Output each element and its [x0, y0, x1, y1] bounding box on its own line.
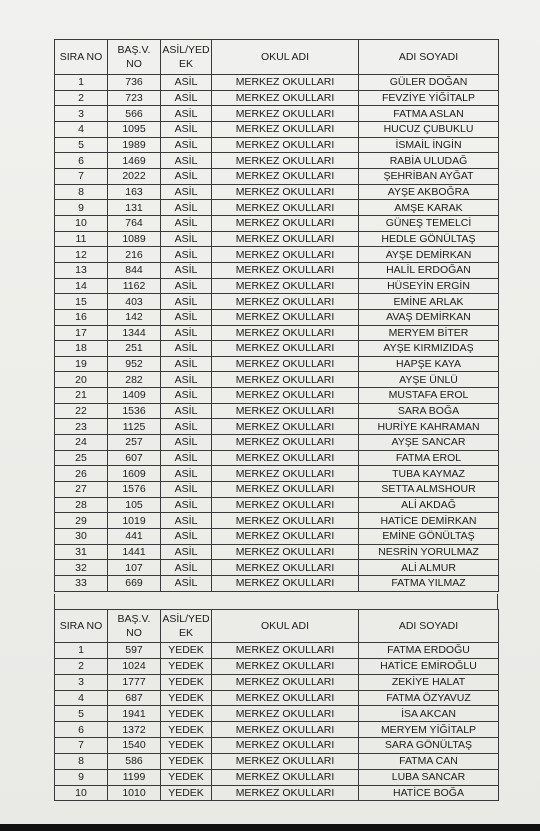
- cell-asil-yedek: YEDEK: [161, 706, 212, 722]
- header-bas-v-no: BAŞ.V. NO: [108, 40, 161, 75]
- cell-adi-soyadi: HEDLE GÖNÜLTAŞ: [359, 231, 499, 247]
- header-okul-adi: OKUL ADI: [212, 610, 359, 643]
- cell-asil-yedek: ASİL: [161, 137, 212, 153]
- cell-adi-soyadi: ALİ AKDAĞ: [359, 497, 499, 513]
- cell-asil-yedek: ASİL: [161, 184, 212, 200]
- cell-okul-adi: MERKEZ OKULLARI: [212, 294, 359, 310]
- yedek-table: [54, 609, 499, 801]
- cell-okul-adi: MERKEZ OKULLARI: [212, 278, 359, 294]
- cell-bas-v-no: 1409: [108, 388, 161, 404]
- cell-okul-adi: MERKEZ OKULLARI: [212, 247, 359, 263]
- cell-okul-adi: MERKEZ OKULLARI: [212, 785, 359, 801]
- table-row: [55, 153, 499, 169]
- cell-adi-soyadi: AYŞE AKBOĞRA: [359, 184, 499, 200]
- table-row: [55, 769, 499, 785]
- cell-asil-yedek: YEDEK: [161, 643, 212, 659]
- cell-adi-soyadi: TUBA KAYMAZ: [359, 466, 499, 482]
- table-row: [55, 184, 499, 200]
- cell-okul-adi: MERKEZ OKULLARI: [212, 450, 359, 466]
- cell-adi-soyadi: AYŞE ÜNLÜ: [359, 372, 499, 388]
- cell-adi-soyadi: İSA AKCAN: [359, 706, 499, 722]
- cell-okul-adi: MERKEZ OKULLARI: [212, 341, 359, 357]
- table-row: [55, 121, 499, 137]
- cell-bas-v-no: 1941: [108, 706, 161, 722]
- header-asil-yedek: ASİL/YED EK: [161, 610, 212, 643]
- cell-adi-soyadi: FATMA ERDOĞU: [359, 643, 499, 659]
- cell-sira-no: 5: [55, 706, 108, 722]
- cell-asil-yedek: ASİL: [161, 75, 212, 91]
- cell-asil-yedek: YEDEK: [161, 769, 212, 785]
- cell-asil-yedek: ASİL: [161, 544, 212, 560]
- cell-asil-yedek: ASİL: [161, 247, 212, 263]
- cell-sira-no: 25: [55, 450, 108, 466]
- cell-adi-soyadi: GÜLER DOĞAN: [359, 75, 499, 91]
- cell-bas-v-no: 216: [108, 247, 161, 263]
- cell-okul-adi: MERKEZ OKULLARI: [212, 90, 359, 106]
- cell-okul-adi: MERKEZ OKULLARI: [212, 262, 359, 278]
- cell-sira-no: 23: [55, 419, 108, 435]
- cell-bas-v-no: 441: [108, 529, 161, 545]
- cell-bas-v-no: 142: [108, 309, 161, 325]
- cell-bas-v-no: 1989: [108, 137, 161, 153]
- cell-okul-adi: MERKEZ OKULLARI: [212, 137, 359, 153]
- cell-asil-yedek: ASİL: [161, 482, 212, 498]
- cell-bas-v-no: 131: [108, 200, 161, 216]
- cell-adi-soyadi: FATMA ÖZYAVUZ: [359, 690, 499, 706]
- cell-asil-yedek: ASİL: [161, 450, 212, 466]
- cell-adi-soyadi: HALİL ERDOĞAN: [359, 262, 499, 278]
- yedek-table-body: [55, 643, 499, 801]
- table-row: [55, 513, 499, 529]
- cell-sira-no: 1: [55, 643, 108, 659]
- table-row: [55, 309, 499, 325]
- cell-sira-no: 15: [55, 294, 108, 310]
- header-adi-soyadi: ADI SOYADI: [359, 610, 499, 643]
- cell-bas-v-no: 669: [108, 576, 161, 592]
- cell-adi-soyadi: FEVZİYE YİĞİTALP: [359, 90, 499, 106]
- cell-adi-soyadi: AMŞE KARAK: [359, 200, 499, 216]
- cell-adi-soyadi: ALİ ALMUR: [359, 560, 499, 576]
- cell-okul-adi: MERKEZ OKULLARI: [212, 325, 359, 341]
- cell-asil-yedek: ASİL: [161, 231, 212, 247]
- table-row: [55, 137, 499, 153]
- cell-adi-soyadi: FATMA EROL: [359, 450, 499, 466]
- table-row: [55, 753, 499, 769]
- cell-adi-soyadi: EMİNE GÖNÜLTAŞ: [359, 529, 499, 545]
- cell-okul-adi: MERKEZ OKULLARI: [212, 153, 359, 169]
- cell-asil-yedek: YEDEK: [161, 738, 212, 754]
- cell-okul-adi: MERKEZ OKULLARI: [212, 121, 359, 137]
- header-sira-no: SIRA NO: [55, 40, 108, 75]
- cell-bas-v-no: 1019: [108, 513, 161, 529]
- table-row: [55, 435, 499, 451]
- cell-asil-yedek: ASİL: [161, 576, 212, 592]
- cell-adi-soyadi: GÜNEŞ TEMELCİ: [359, 215, 499, 231]
- table-row: [55, 200, 499, 216]
- cell-okul-adi: MERKEZ OKULLARI: [212, 738, 359, 754]
- cell-sira-no: 22: [55, 403, 108, 419]
- cell-adi-soyadi: MERYEM YİĞİTALP: [359, 722, 499, 738]
- table-row: [55, 325, 499, 341]
- cell-asil-yedek: ASİL: [161, 513, 212, 529]
- table-row: [55, 466, 499, 482]
- cell-sira-no: 14: [55, 278, 108, 294]
- cell-okul-adi: MERKEZ OKULLARI: [212, 215, 359, 231]
- cell-okul-adi: MERKEZ OKULLARI: [212, 435, 359, 451]
- cell-okul-adi: MERKEZ OKULLARI: [212, 706, 359, 722]
- cell-bas-v-no: 1536: [108, 403, 161, 419]
- cell-bas-v-no: 163: [108, 184, 161, 200]
- cell-okul-adi: MERKEZ OKULLARI: [212, 106, 359, 122]
- cell-adi-soyadi: FATMA YILMAZ: [359, 576, 499, 592]
- cell-adi-soyadi: MUSTAFA EROL: [359, 388, 499, 404]
- cell-asil-yedek: ASİL: [161, 309, 212, 325]
- cell-bas-v-no: 736: [108, 75, 161, 91]
- cell-bas-v-no: 1372: [108, 722, 161, 738]
- cell-adi-soyadi: ŞEHRİBAN AYĞAT: [359, 168, 499, 184]
- cell-okul-adi: MERKEZ OKULLARI: [212, 309, 359, 325]
- cell-asil-yedek: ASİL: [161, 325, 212, 341]
- cell-bas-v-no: 1024: [108, 658, 161, 674]
- header-asil-yedek: ASİL/YED EK: [161, 40, 212, 75]
- cell-okul-adi: MERKEZ OKULLARI: [212, 497, 359, 513]
- cell-okul-adi: MERKEZ OKULLARI: [212, 231, 359, 247]
- cell-asil-yedek: ASİL: [161, 497, 212, 513]
- cell-asil-yedek: ASİL: [161, 294, 212, 310]
- table-row: [55, 231, 499, 247]
- cell-sira-no: 2: [55, 90, 108, 106]
- cell-adi-soyadi: AVAŞ DEMİRKAN: [359, 309, 499, 325]
- cell-sira-no: 7: [55, 738, 108, 754]
- cell-okul-adi: MERKEZ OKULLARI: [212, 674, 359, 690]
- cell-sira-no: 33: [55, 576, 108, 592]
- table-row: [55, 497, 499, 513]
- header-sira-no: SIRA NO: [55, 610, 108, 643]
- cell-sira-no: 1: [55, 75, 108, 91]
- cell-bas-v-no: 1089: [108, 231, 161, 247]
- cell-sira-no: 27: [55, 482, 108, 498]
- table-row: [55, 75, 499, 91]
- cell-bas-v-no: 952: [108, 356, 161, 372]
- cell-okul-adi: MERKEZ OKULLARI: [212, 544, 359, 560]
- cell-adi-soyadi: HATİCE BOĞA: [359, 785, 499, 801]
- cell-asil-yedek: ASİL: [161, 529, 212, 545]
- cell-bas-v-no: 764: [108, 215, 161, 231]
- cell-adi-soyadi: FATMA CAN: [359, 753, 499, 769]
- cell-sira-no: 17: [55, 325, 108, 341]
- table-row: [55, 356, 499, 372]
- cell-asil-yedek: ASİL: [161, 560, 212, 576]
- cell-adi-soyadi: EMİNE ARLAK: [359, 294, 499, 310]
- table-row: [55, 785, 499, 801]
- table-row: [55, 262, 499, 278]
- cell-bas-v-no: 687: [108, 690, 161, 706]
- cell-adi-soyadi: AYŞE SANCAR: [359, 435, 499, 451]
- table-spacer-row: [54, 594, 498, 609]
- screen-bottom-edge: [0, 824, 540, 831]
- cell-sira-no: 12: [55, 247, 108, 263]
- cell-adi-soyadi: AYŞE DEMİRKAN: [359, 247, 499, 263]
- cell-bas-v-no: 566: [108, 106, 161, 122]
- table-row: [55, 90, 499, 106]
- table-row: [55, 544, 499, 560]
- table-row: [55, 529, 499, 545]
- asil-table: [54, 39, 499, 592]
- table-row: [55, 690, 499, 706]
- cell-okul-adi: MERKEZ OKULLARI: [212, 200, 359, 216]
- cell-sira-no: 18: [55, 341, 108, 357]
- cell-adi-soyadi: HATİCE EMİROĞLU: [359, 658, 499, 674]
- cell-adi-soyadi: AYŞE KIRMIZIDAŞ: [359, 341, 499, 357]
- table-row: [55, 388, 499, 404]
- cell-asil-yedek: ASİL: [161, 168, 212, 184]
- cell-sira-no: 5: [55, 137, 108, 153]
- cell-asil-yedek: ASİL: [161, 372, 212, 388]
- cell-sira-no: 3: [55, 674, 108, 690]
- cell-sira-no: 9: [55, 200, 108, 216]
- cell-sira-no: 24: [55, 435, 108, 451]
- cell-sira-no: 8: [55, 184, 108, 200]
- cell-okul-adi: MERKEZ OKULLARI: [212, 75, 359, 91]
- table-row: [55, 658, 499, 674]
- cell-adi-soyadi: RABİA ULUDAĞ: [359, 153, 499, 169]
- cell-okul-adi: MERKEZ OKULLARI: [212, 482, 359, 498]
- cell-sira-no: 16: [55, 309, 108, 325]
- table-row: [55, 403, 499, 419]
- cell-asil-yedek: ASİL: [161, 356, 212, 372]
- cell-okul-adi: MERKEZ OKULLARI: [212, 466, 359, 482]
- cell-adi-soyadi: SARA BOĞA: [359, 403, 499, 419]
- cell-bas-v-no: 282: [108, 372, 161, 388]
- cell-bas-v-no: 251: [108, 341, 161, 357]
- cell-sira-no: 13: [55, 262, 108, 278]
- cell-adi-soyadi: HAPŞE KAYA: [359, 356, 499, 372]
- cell-bas-v-no: 1125: [108, 419, 161, 435]
- cell-bas-v-no: 107: [108, 560, 161, 576]
- cell-sira-no: 11: [55, 231, 108, 247]
- cell-sira-no: 3: [55, 106, 108, 122]
- cell-adi-soyadi: LUBA SANCAR: [359, 769, 499, 785]
- cell-asil-yedek: ASİL: [161, 262, 212, 278]
- cell-okul-adi: MERKEZ OKULLARI: [212, 722, 359, 738]
- table-row: [55, 643, 499, 659]
- cell-bas-v-no: 1576: [108, 482, 161, 498]
- cell-asil-yedek: YEDEK: [161, 674, 212, 690]
- cell-sira-no: 6: [55, 722, 108, 738]
- table-row: [55, 674, 499, 690]
- cell-adi-soyadi: SARA GÖNÜLTAŞ: [359, 738, 499, 754]
- cell-asil-yedek: YEDEK: [161, 690, 212, 706]
- cell-bas-v-no: 607: [108, 450, 161, 466]
- cell-asil-yedek: YEDEK: [161, 753, 212, 769]
- cell-okul-adi: MERKEZ OKULLARI: [212, 576, 359, 592]
- cell-sira-no: 21: [55, 388, 108, 404]
- header-adi-soyadi: ADI SOYADI: [359, 40, 499, 75]
- cell-bas-v-no: 1162: [108, 278, 161, 294]
- cell-sira-no: 2: [55, 658, 108, 674]
- cell-bas-v-no: 257: [108, 435, 161, 451]
- cell-sira-no: 10: [55, 215, 108, 231]
- cell-okul-adi: MERKEZ OKULLARI: [212, 372, 359, 388]
- cell-sira-no: 26: [55, 466, 108, 482]
- cell-asil-yedek: ASİL: [161, 466, 212, 482]
- table-row: [55, 419, 499, 435]
- cell-sira-no: 20: [55, 372, 108, 388]
- cell-okul-adi: MERKEZ OKULLARI: [212, 419, 359, 435]
- cell-adi-soyadi: HURİYE KAHRAMAN: [359, 419, 499, 435]
- table-row: [55, 168, 499, 184]
- cell-sira-no: 32: [55, 560, 108, 576]
- cell-bas-v-no: 2022: [108, 168, 161, 184]
- cell-asil-yedek: YEDEK: [161, 658, 212, 674]
- cell-okul-adi: MERKEZ OKULLARI: [212, 643, 359, 659]
- cell-okul-adi: MERKEZ OKULLARI: [212, 168, 359, 184]
- cell-bas-v-no: 1609: [108, 466, 161, 482]
- table-row: [55, 372, 499, 388]
- cell-adi-soyadi: ZEKİYE HALAT: [359, 674, 499, 690]
- cell-adi-soyadi: HÜSEYİN ERGİN: [359, 278, 499, 294]
- cell-bas-v-no: 723: [108, 90, 161, 106]
- cell-okul-adi: MERKEZ OKULLARI: [212, 658, 359, 674]
- table-row: [55, 106, 499, 122]
- cell-bas-v-no: 586: [108, 753, 161, 769]
- table-row: [55, 294, 499, 310]
- header-okul-adi: OKUL ADI: [212, 40, 359, 75]
- yedek-table-header: [55, 610, 499, 643]
- table-row: [55, 482, 499, 498]
- cell-sira-no: 6: [55, 153, 108, 169]
- cell-bas-v-no: 1441: [108, 544, 161, 560]
- cell-okul-adi: MERKEZ OKULLARI: [212, 560, 359, 576]
- table-row: [55, 247, 499, 263]
- cell-sira-no: 7: [55, 168, 108, 184]
- cell-adi-soyadi: HATİCE DEMİRKAN: [359, 513, 499, 529]
- asil-table-body: [55, 75, 499, 592]
- table-row: [55, 738, 499, 754]
- cell-bas-v-no: 597: [108, 643, 161, 659]
- cell-adi-soyadi: MERYEM BİTER: [359, 325, 499, 341]
- table-row: [55, 450, 499, 466]
- cell-bas-v-no: 844: [108, 262, 161, 278]
- cell-asil-yedek: YEDEK: [161, 785, 212, 801]
- cell-asil-yedek: ASİL: [161, 388, 212, 404]
- cell-asil-yedek: ASİL: [161, 435, 212, 451]
- cell-sira-no: 9: [55, 769, 108, 785]
- cell-okul-adi: MERKEZ OKULLARI: [212, 513, 359, 529]
- cell-asil-yedek: ASİL: [161, 215, 212, 231]
- cell-asil-yedek: ASİL: [161, 106, 212, 122]
- cell-bas-v-no: 1010: [108, 785, 161, 801]
- cell-sira-no: 8: [55, 753, 108, 769]
- cell-sira-no: 19: [55, 356, 108, 372]
- cell-asil-yedek: ASİL: [161, 90, 212, 106]
- cell-okul-adi: MERKEZ OKULLARI: [212, 403, 359, 419]
- table-row: [55, 278, 499, 294]
- cell-sira-no: 31: [55, 544, 108, 560]
- cell-sira-no: 4: [55, 690, 108, 706]
- cell-bas-v-no: 105: [108, 497, 161, 513]
- cell-asil-yedek: ASİL: [161, 153, 212, 169]
- cell-sira-no: 10: [55, 785, 108, 801]
- cell-asil-yedek: ASİL: [161, 403, 212, 419]
- cell-bas-v-no: 1469: [108, 153, 161, 169]
- cell-okul-adi: MERKEZ OKULLARI: [212, 388, 359, 404]
- cell-sira-no: 4: [55, 121, 108, 137]
- table-row: [55, 341, 499, 357]
- cell-asil-yedek: ASİL: [161, 278, 212, 294]
- cell-asil-yedek: ASİL: [161, 341, 212, 357]
- table-row: [55, 706, 499, 722]
- cell-okul-adi: MERKEZ OKULLARI: [212, 753, 359, 769]
- asil-table-header: [55, 40, 499, 75]
- cell-sira-no: 30: [55, 529, 108, 545]
- cell-adi-soyadi: NESRİN YORULMAZ: [359, 544, 499, 560]
- cell-bas-v-no: 1540: [108, 738, 161, 754]
- table-row: [55, 560, 499, 576]
- cell-bas-v-no: 403: [108, 294, 161, 310]
- cell-asil-yedek: ASİL: [161, 121, 212, 137]
- cell-bas-v-no: 1344: [108, 325, 161, 341]
- cell-adi-soyadi: FATMA ASLAN: [359, 106, 499, 122]
- cell-bas-v-no: 1777: [108, 674, 161, 690]
- cell-sira-no: 28: [55, 497, 108, 513]
- header-bas-v-no: BAŞ.V. NO: [108, 610, 161, 643]
- cell-okul-adi: MERKEZ OKULLARI: [212, 769, 359, 785]
- table-row: [55, 722, 499, 738]
- cell-adi-soyadi: HUCUZ ÇUBUKLU: [359, 121, 499, 137]
- cell-okul-adi: MERKEZ OKULLARI: [212, 356, 359, 372]
- table-row: [55, 215, 499, 231]
- table-row: [55, 576, 499, 592]
- cell-asil-yedek: YEDEK: [161, 722, 212, 738]
- cell-okul-adi: MERKEZ OKULLARI: [212, 690, 359, 706]
- cell-sira-no: 29: [55, 513, 108, 529]
- cell-asil-yedek: ASİL: [161, 419, 212, 435]
- cell-bas-v-no: 1199: [108, 769, 161, 785]
- cell-adi-soyadi: SETTA ALMSHOUR: [359, 482, 499, 498]
- cell-okul-adi: MERKEZ OKULLARI: [212, 184, 359, 200]
- cell-okul-adi: MERKEZ OKULLARI: [212, 529, 359, 545]
- cell-adi-soyadi: İSMAİL İNGİN: [359, 137, 499, 153]
- cell-asil-yedek: ASİL: [161, 200, 212, 216]
- cell-bas-v-no: 1095: [108, 121, 161, 137]
